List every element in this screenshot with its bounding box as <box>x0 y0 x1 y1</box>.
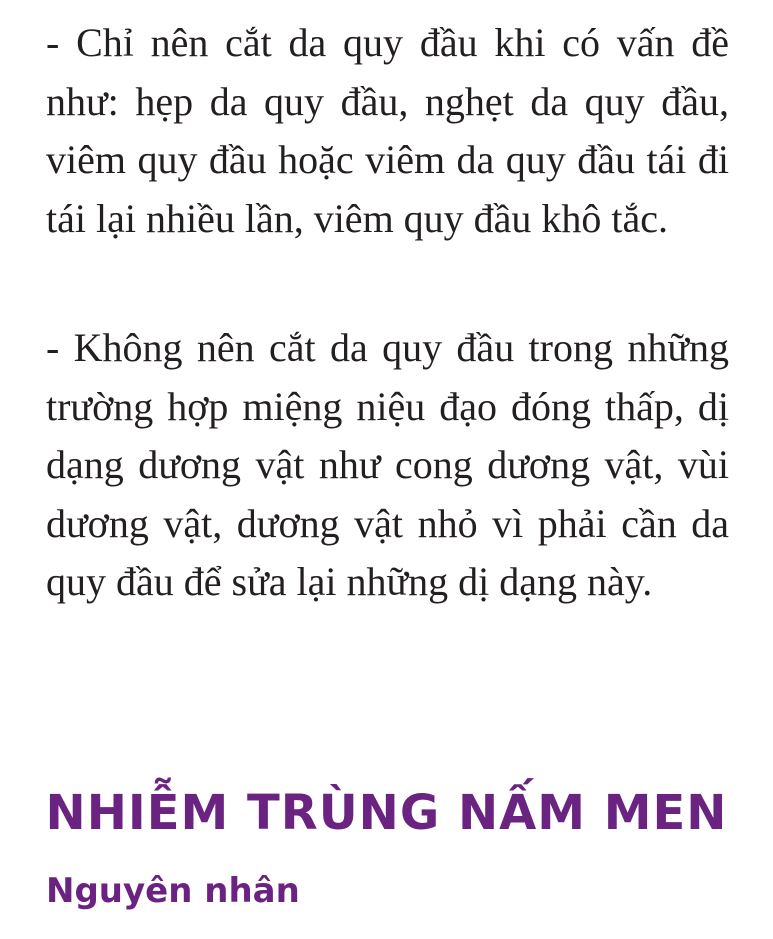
paragraph-when-not-to-circumcise: - Không nên cắt da quy đầu trong những trường hợp miệng niệu đạo đóng thấp, dị dạng dương vật như cong dương vật, vùi dương vật, dương vật nhỏ vì phải cần da quy đầu để sửa lại những dị dạng này. <box>46 325 729 604</box>
paragraph-when-to-circumcise: - Chỉ nên cắt da quy đầu khi có vấn đề như: hẹp da quy đầu, nghẹt da quy đầu, viêm quy đầu hoặc viêm da quy đầu tái đi tái lại nhiều lần, viêm quy đầu khô tắc. <box>46 20 729 241</box>
section-subheading: Nguyên nhân <box>46 871 300 911</box>
section-heading: NHIỄM TRÙNG NẤM MEN <box>45 785 728 841</box>
